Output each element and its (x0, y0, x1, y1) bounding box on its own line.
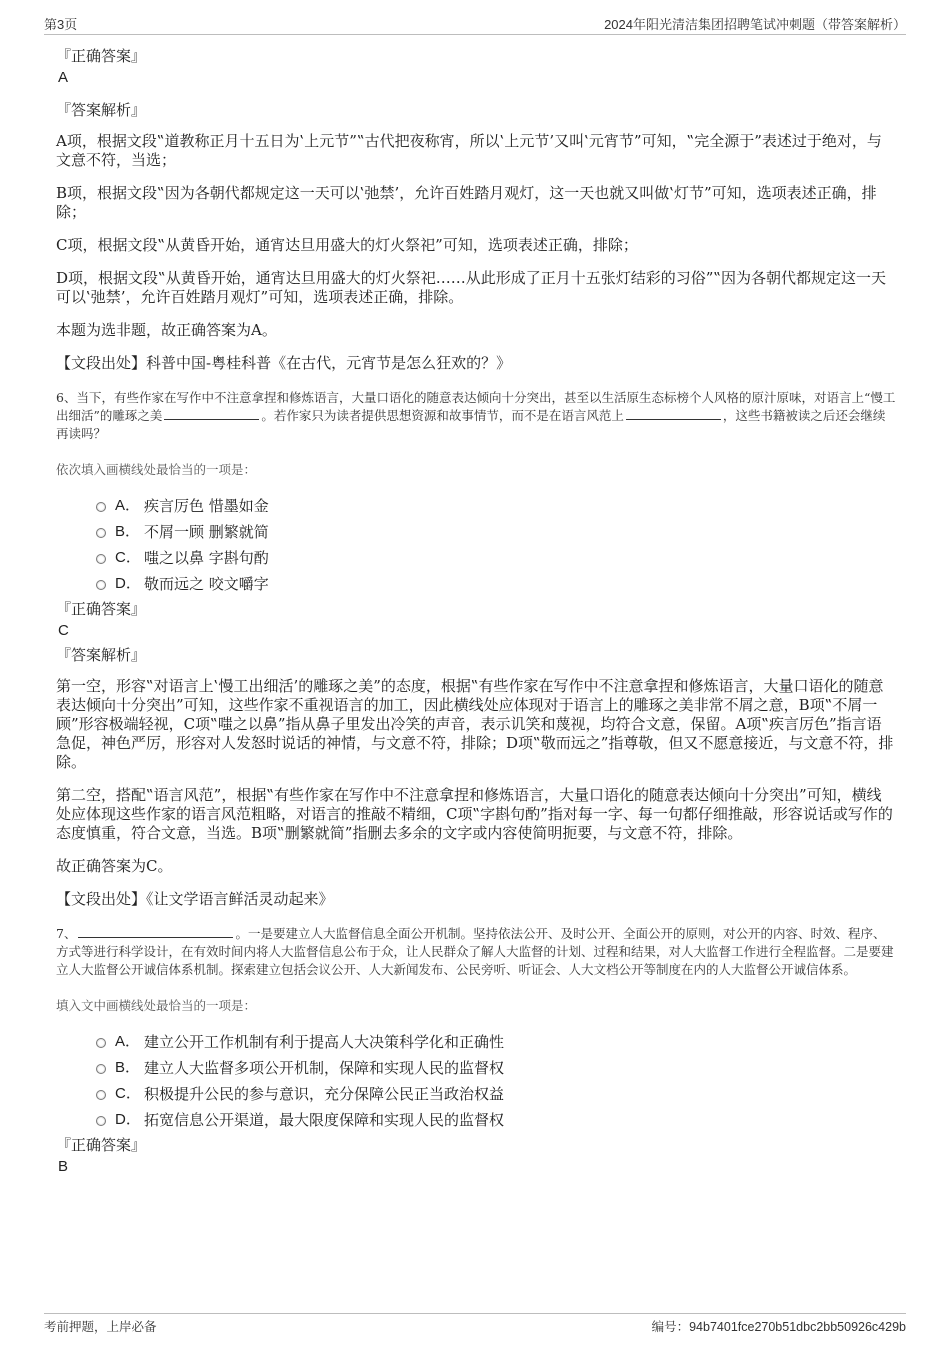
analysis-conclusion: 本题为选非题，故正确答案为A。 (56, 321, 277, 339)
analysis-label: 『答案解析』 (56, 646, 147, 664)
option-letter: A． (115, 497, 141, 514)
answer-label: 『正确答案』 (56, 1136, 147, 1154)
radio-icon[interactable] (96, 580, 106, 590)
option-text: 疾言厉色 惜墨如金 (144, 497, 269, 515)
question-prompt: 依次填入画横线处最恰当的一项是： (56, 462, 257, 477)
option-letter: B． (115, 1059, 141, 1076)
option-c[interactable] (96, 545, 896, 571)
option-text: 积极提升公民的参与意识，充分保障公民正当政治权益 (144, 1085, 505, 1103)
analysis-label: 『答案解析』 (56, 101, 147, 119)
correct-answer: C (58, 622, 69, 639)
option-text: 建立公开工作机制有利于提高人大决策科学化和正确性 (144, 1033, 505, 1051)
analysis-paragraph: D项，根据文段‟从黄昏开始，通宵达旦用盛大的灯火祭祀……从此形成了正月十五张灯结彩的习俗”‟因为各朝代都规定这一天可以‛弛禁’，允许百姓踏月观灯”可知，选项表述正确，排除。 (56, 269, 887, 306)
option-letter: D． (115, 575, 141, 592)
page-content (56, 46, 896, 1177)
question-text-segment: 。若作家只为读者提供思想资源和故事情节，而不是在语言风范上 (261, 408, 624, 423)
analysis-conclusion: 故正确答案为C。 (56, 857, 173, 875)
option-c[interactable] (96, 1081, 896, 1107)
question-6-text (56, 389, 896, 443)
radio-icon[interactable] (96, 502, 106, 512)
analysis-paragraph: 第一空，形容‟对语言上‛慢工出细活’的雕琢之美”的态度，根据‟有些作家在写作中不注意拿捏和修炼语言，大量口语化的随意表达倾向十分突出”可知，这些作家不重视语言的加工，因此横线处应体现对于语言上的雕琢之美非常不屑之意，B项‟不屑一顾”形容极端轻视，C项‟嗤之以鼻”指从鼻子里发出冷笑的声音，表示讥笑和蔑视，均符合文意，保留。A项‟疾言厉色”指言语急促，神色严厉，形容对人发怒时说话的神情，与文意不符，排除；D项‟敬而远之”指尊敬，但又不愿意接近，与文意不符，排除。 (56, 677, 894, 771)
radio-icon[interactable] (96, 1064, 106, 1074)
page-footer (44, 1313, 906, 1336)
source-citation: 【文段出处】科普中国-粤桂科普《在古代，元宵节是怎么狂欢的？》 (56, 354, 512, 372)
option-b[interactable] (96, 1055, 896, 1081)
analysis-paragraph: C项，根据文段‟从黄昏开始，通宵达旦用盛大的灯火祭祀”可知，选项表述正确，排除； (56, 236, 638, 254)
radio-icon[interactable] (96, 1038, 106, 1048)
option-letter: A． (115, 1033, 141, 1050)
footer-slogan: 考前押题，上岸必备 (44, 1319, 157, 1334)
option-b[interactable] (96, 519, 896, 545)
fill-blank-2 (626, 407, 721, 420)
option-d[interactable] (96, 571, 896, 597)
question-prompt: 填入文中画横线处最恰当的一项是： (56, 998, 257, 1013)
page-number: 第3页 (44, 17, 78, 32)
option-text: 嗤之以鼻 字斟句酌 (144, 549, 269, 567)
option-text: 敬而远之 咬文嚼字 (144, 575, 269, 593)
option-letter: C． (115, 1085, 141, 1102)
question-text-segment: 6、当下，有些作家在写作中不注意拿捏和修炼语言，大量口语化的随意表达倾向十分突出，甚至以生活原生态标榜个人风格的原汁原味，对语言上“慢工出细活”的雕琢之美 (56, 390, 896, 423)
answer-label: 『正确答案』 (56, 600, 147, 618)
correct-answer: A (58, 69, 69, 86)
question-6-options (96, 493, 896, 597)
page-header (44, 14, 906, 35)
question-text-segment: 。一是要建立人大监督信息全面公开机制。坚持依法公开、及时公开、全面公开的原则，对公开的内容、时效、程序、方式等进行科学设计，在有效时间内将人大监督信息公布于众，让人民群众了解人大监督的计划、过程和结果，对人大监督工作进行全程监督。二是要建立人大监督公开诚信体系机制。探索建立包括会议公开、人大新闻发布、公民旁听、听证会、人大文档公开等制度在内的人大监督公开诚信体系。 (56, 926, 894, 977)
question-7-options (96, 1029, 896, 1133)
fill-blank-1 (164, 407, 259, 420)
question-7-text (56, 925, 896, 979)
option-a[interactable] (96, 493, 896, 519)
radio-icon[interactable] (96, 528, 106, 538)
option-a[interactable] (96, 1029, 896, 1055)
option-text: 拓宽信息公开渠道，最大限度保障和实现人民的监督权 (144, 1111, 505, 1129)
option-letter: D． (115, 1111, 141, 1128)
option-text: 不屑一顾 删繁就简 (144, 523, 269, 541)
correct-answer: B (58, 1158, 69, 1175)
radio-icon[interactable] (96, 1116, 106, 1126)
option-d[interactable] (96, 1107, 896, 1133)
question-number: 7、 (56, 926, 77, 941)
option-letter: B． (115, 523, 141, 540)
source-citation: 【文段出处】《让文学语言鲜活灵动起来》 (56, 890, 334, 908)
option-text: 建立人大监督多项公开机制，保障和实现人民的监督权 (144, 1059, 505, 1077)
fill-blank (78, 925, 233, 938)
option-letter: C． (115, 549, 141, 566)
analysis-paragraph: A项，根据文段‟道教称正月十五日为‛上元节”‟古代把夜称宵，所以‛上元节’又叫‛元宵节”可知，‟完全源于”表述过于绝对，与文意不符，当选； (56, 132, 882, 169)
answer-label: 『正确答案』 (56, 47, 147, 65)
analysis-paragraph: B项，根据文段‟因为各朝代都规定这一天可以‛弛禁’，允许百姓踏月观灯，这一天也就又叫做‛灯节”可知，选项表述正确，排除； (56, 184, 877, 221)
analysis-paragraph: 第二空，搭配‟语言风范”，根据‟有些作家在写作中不注意拿捏和修炼语言，大量口语化的随意表达倾向十分突出”可知，横线处应体现这些作家的语言风范粗略，对语言的推敲不精细，C项‟字斟句酌”指对每一字、每一句都仔细推敲，形容说话或写作的态度慎重，符合文意，当选。B项‟删繁就简”指删去多余的文字或内容使简明扼要，与文意不符，排除。 (56, 786, 893, 842)
document-id: 编号：94b7401fce270b51dbc2bb50926c429b (651, 1320, 906, 1334)
document-title: 2024年阳光清洁集团招聘笔试冲刺题（带答案解析） (604, 17, 906, 32)
radio-icon[interactable] (96, 1090, 106, 1100)
radio-icon[interactable] (96, 554, 106, 564)
question-text-segment: ，这些书籍被读之后还会继续再读吗？ (56, 408, 886, 441)
